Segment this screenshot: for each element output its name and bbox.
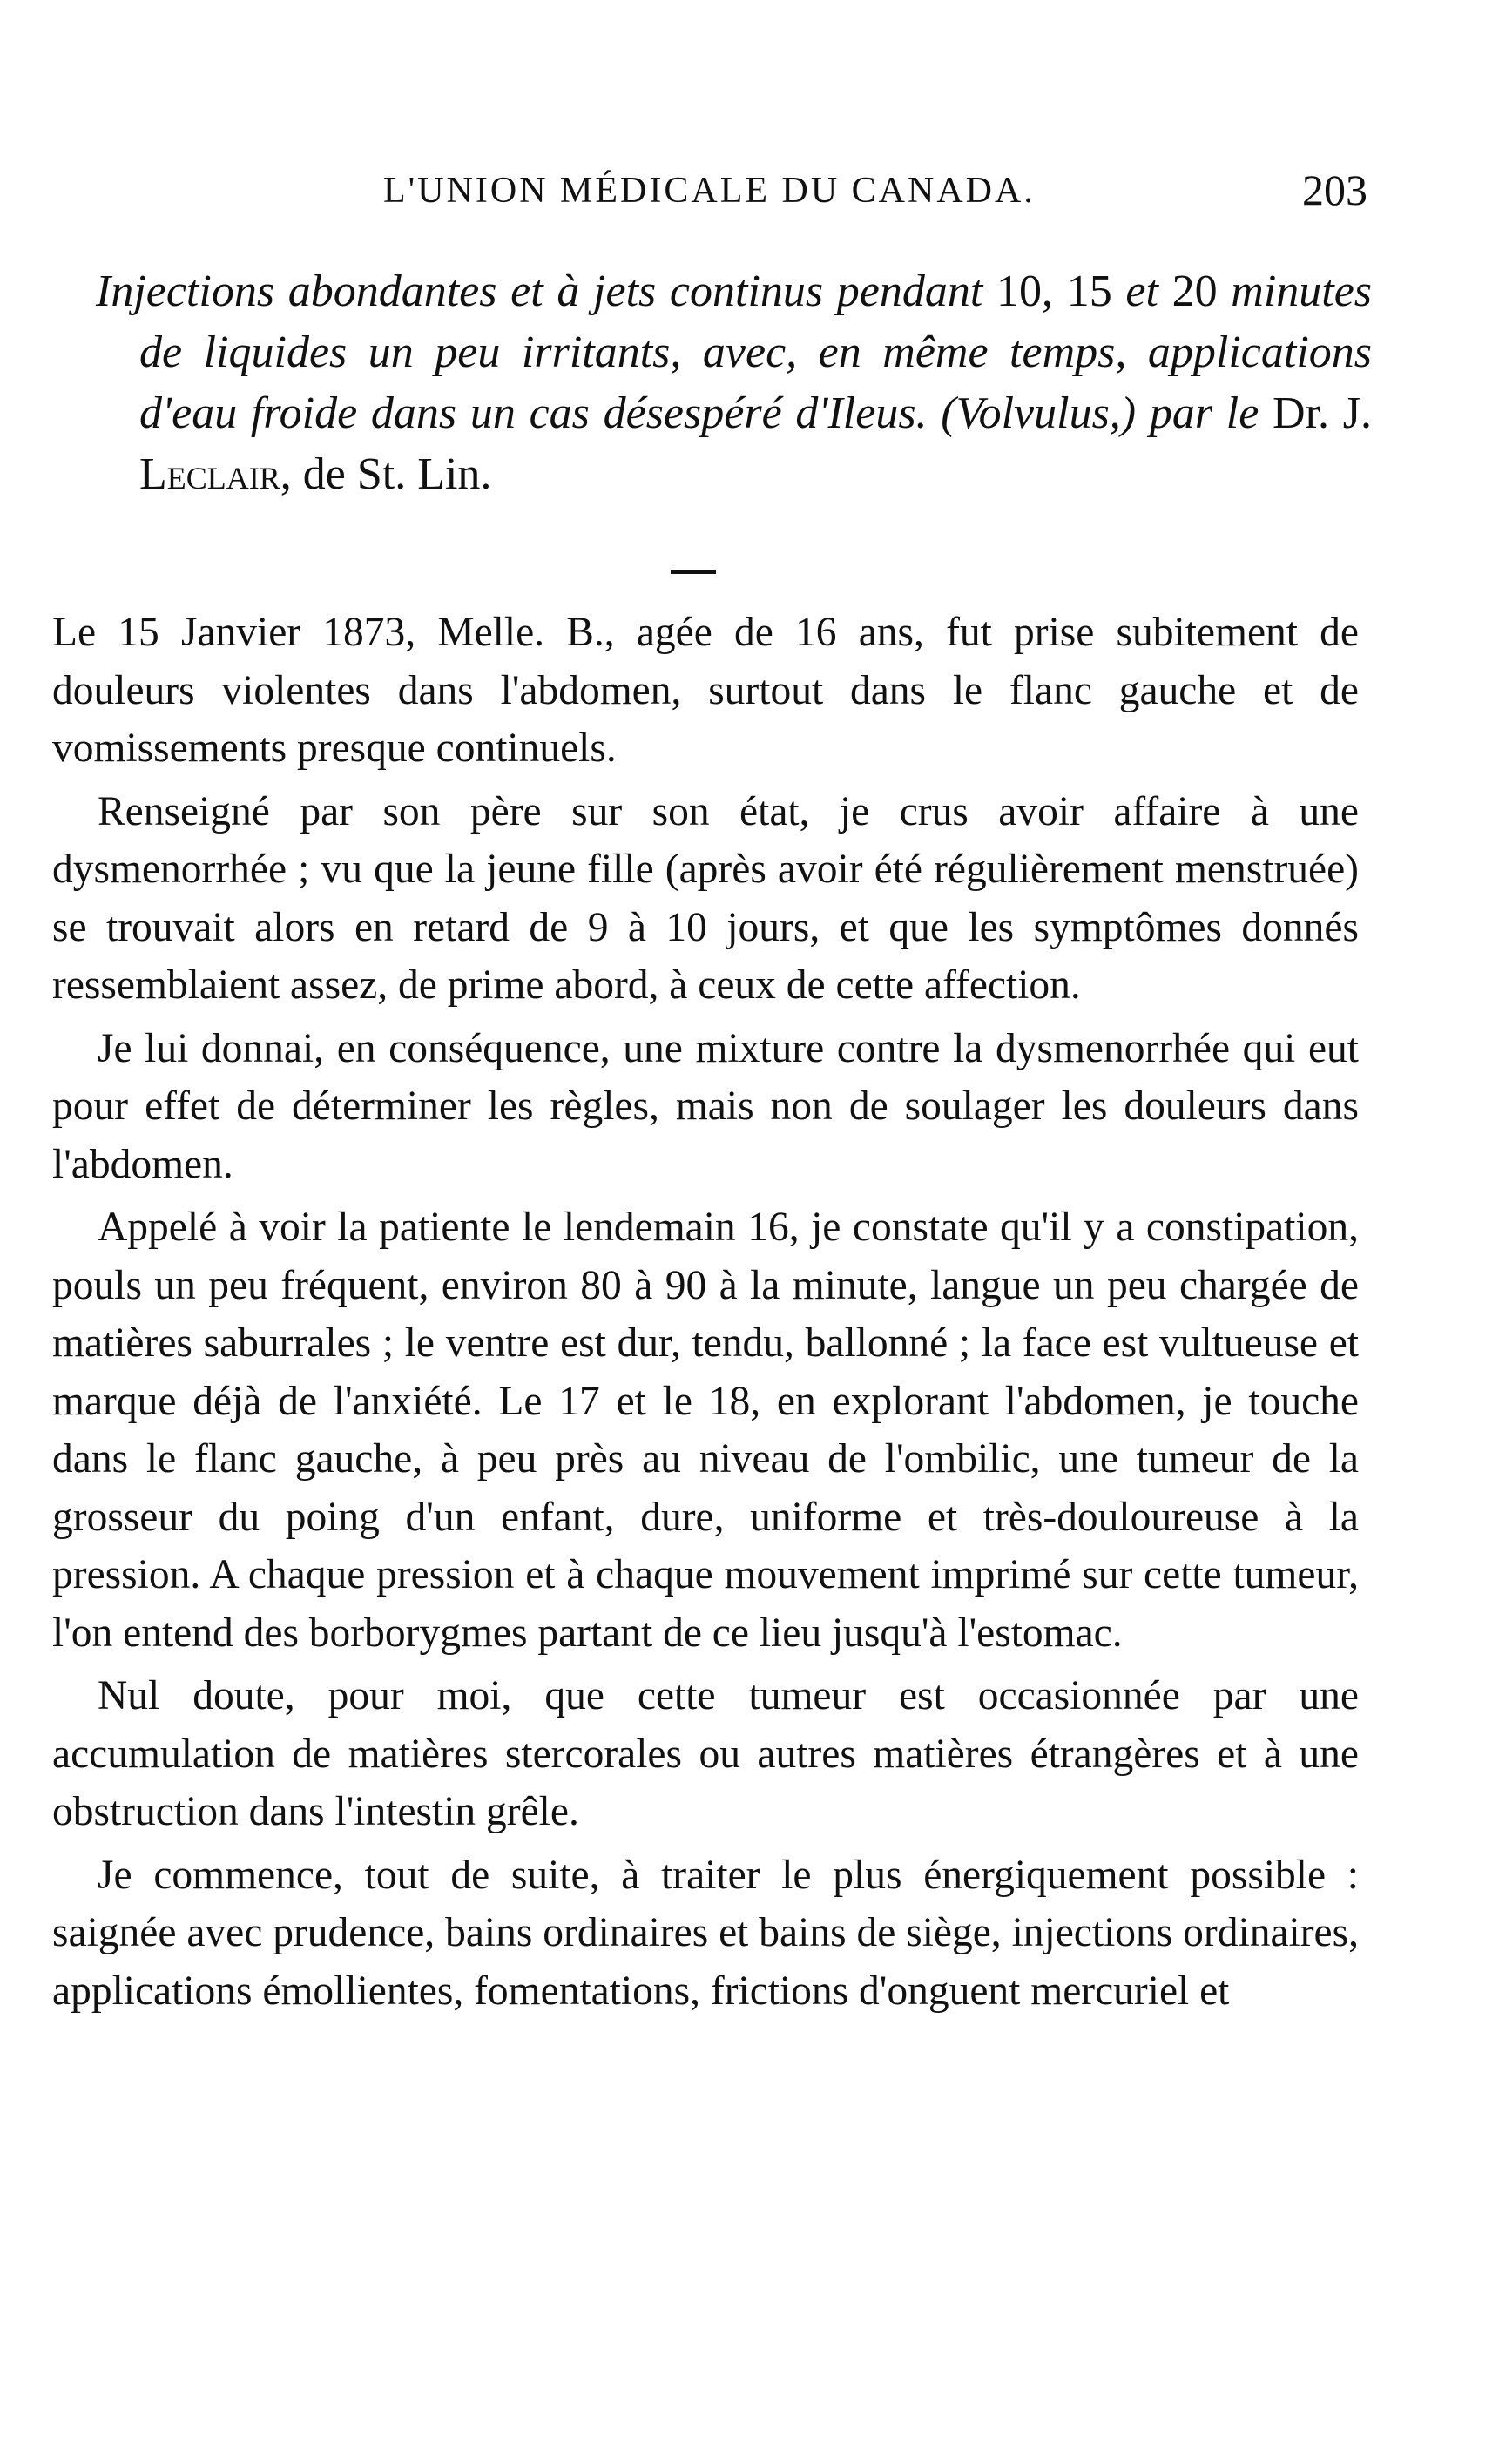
title-author-name: Leclair (139, 449, 280, 499)
title-italic-part1: Injections abondantes et à jets continus pendant (96, 267, 983, 316)
title-author-prefix: Dr. J. (1259, 388, 1372, 438)
article-title (96, 261, 1372, 505)
page-header (131, 165, 1367, 222)
paragraph-1: Le 15 Janvier 1873, Melle. B., agée de 16 ans, fut prise subitement de douleurs violentes dans l'abdomen, surtout dans le flanc gauche et de vomissements presque continuels. (52, 610, 1359, 771)
title-author-suffix: , de St. Lin. (280, 449, 492, 499)
page-number: 203 (1302, 165, 1367, 214)
title-italic-part2: minutes de liquides un peu irritants, avec, en même temps, applications d'eau froide dans un cas désespéré d'Ileus. (Volvulus,) par le (139, 267, 1373, 438)
running-head: L'UNION MÉDICALE DU CANADA. (383, 171, 1036, 211)
paragraph-3: Je lui donnai, en conséquence, une mixture contre la dysmenorrhée qui eut pour effet de déterminer les règles, mais non de soulager les douleurs dans l'abdomen. (52, 1025, 1359, 1187)
paragraph-5: Nul doute, pour moi, que cette tumeur est occasionnée par une accumulation de matières stercorales ou autres matières étrangères et à une obstruction dans l'intestin grêle. (52, 1673, 1359, 1834)
paragraph-6: Je commence, tout de suite, à traiter le plus énergiquement possible : saignée avec prudence, bains ordinaires et bains de siège, injections ordinaires, applications émollientes, fomentations, frictions d'onguent mercuriel et (52, 1852, 1359, 2014)
section-separator (671, 570, 716, 574)
title-number-2: 20 (1158, 267, 1232, 316)
title-italic-et: et (1125, 267, 1158, 316)
paragraph-4: Appelé à voir la patiente le lendemain 16, je constate qu'il y a constipation, pouls un peu fréquent, environ 80 à 90 à la minute, langue un peu chargée de matières saburrales ; le ventre est dur, tendu, ballonné ; la face est vultueuse et marque déjà de l'anxiété. Le 17 et le 18, en explorant l'abdomen, je touche dans le flanc gauche, à peu près au niveau de l'ombilic, une tumeur de la grosseur du poing d'un enfant, dure, uniforme et très-douloureuse à la pression. A chaque pression et à chaque mouvement imprimé sur cette tumeur, l'on entend des borborygmes partant de ce lieu jusqu'à l'estomac. (52, 1205, 1359, 1656)
article-body (52, 604, 1359, 2025)
title-number-1: 10, 15 (982, 267, 1126, 316)
paragraph-2: Renseigné par son père sur son état, je crus avoir affaire à une dysmenorrhée ; vu que la jeune fille (après avoir été régulièrement menstruée) se trouvait alors en retard de 9 à 10 jours, et que les symptômes donnés ressemblaient assez, de prime abord, à ceux de cette affection. (52, 788, 1359, 1008)
